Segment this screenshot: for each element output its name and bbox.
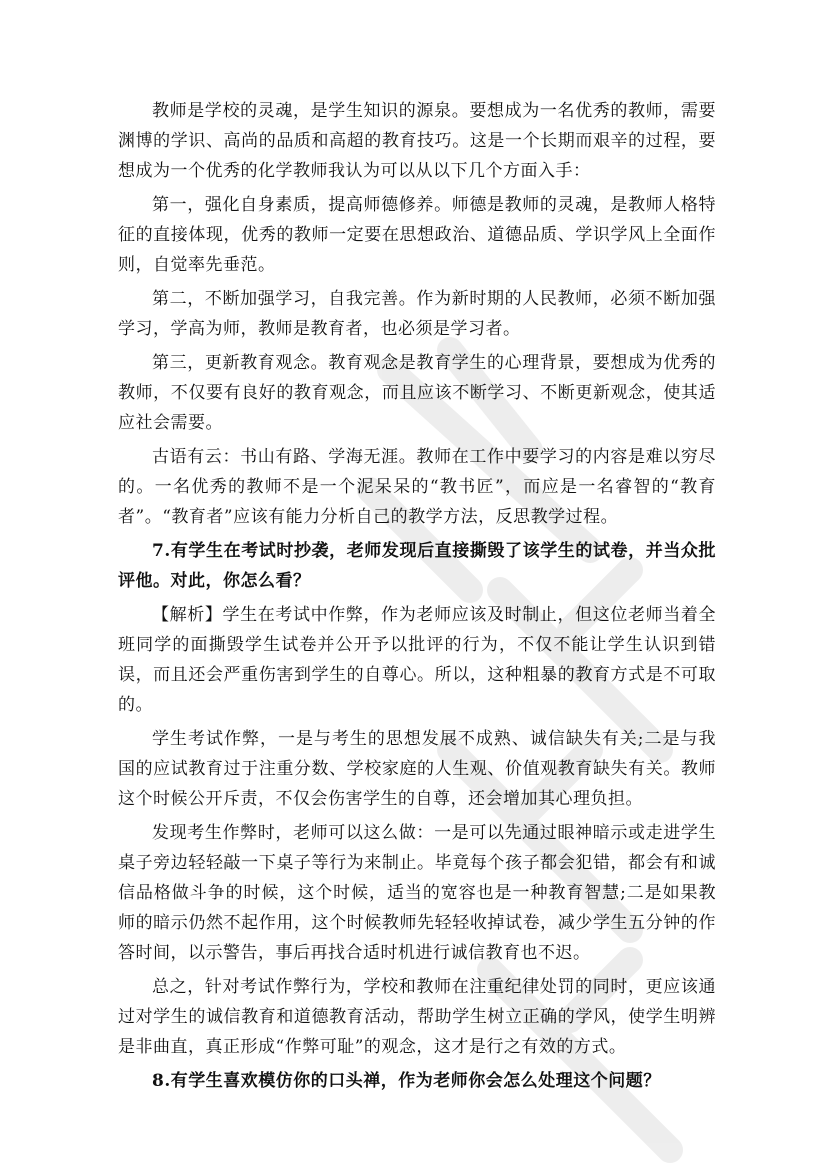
proverb-paragraph: 古语有云：书山有路、学海无涯。教师在工作中要学习的内容是难以穷尽的。一名优秀的教师不是一个泥呆呆的“教书匠”，而应是一名睿智的“教育者”。“教育者”应该有能力分析自己的教学方法，反思教学过程。 [118, 447, 716, 527]
question-7-heading: 7.有学生在考试时抄袭，老师发现后直接撕毁了该学生的试卷，并当众批评他。对此，你怎么看？ [118, 541, 716, 591]
cause-paragraph: 学生考试作弊，一是与考生的思想发展不成熟、诚信缺失有关;二是与我国的应试教育过于注重分数、学校家庭的人生观、价值观教育缺失有关。教师这个时候公开斥责，不仅会伤害学生的自尊，还会增加其心理负担。 [118, 729, 716, 809]
analysis-paragraph: 【解析】学生在考试中作弊，作为老师应该及时制止，但这位老师当着全班同学的面撕毁学生试卷并公开予以批评的行为，不仅不能让学生认识到错误，而且还会严重伤害到学生的自尊心。所以，这种粗暴的教育方式是不可取的。 [118, 605, 716, 715]
summary-paragraph: 总之，针对考试作弊行为，学校和教师在注重纪律处罚的同时，更应该通过对学生的诚信教育和道德教育活动，帮助学生树立正确的学风，使学生明辨是非曲直，真正形成“作弊可耻”的观念，这才是行之有效的方式。 [118, 977, 716, 1057]
question-8-heading: 8.有学生喜欢模仿你的口头禅，作为老师你会怎么处理这个问题？ [152, 1071, 661, 1091]
point-one-paragraph: 第一，强化自身素质，提高师德修养。师德是教师的灵魂，是教师人格特征的直接体现，优秀的教师一定要在思想政治、道德品质、学识学风上全面作则，自觉率先垂范。 [118, 195, 716, 275]
document-body [118, 96, 716, 1096]
method-paragraph: 发现考生作弊时，老师可以这么做：一是可以先通过眼神暗示或走进学生桌子旁边轻轻敲一下桌子等行为来制止。毕竟每个孩子都会犯错，都会有和诚信品格做斗争的时候，这个时候，适当的宽容也是一种教育智慧;二是如果教师的暗示仍然不起作用，这个时候教师先轻轻收掉试卷，减少学生五分钟的作答时间，以示警告，事后再找合适时机进行诚信教育也不迟。 [118, 823, 716, 963]
intro-paragraph: 教师是学校的灵魂，是学生知识的源泉。要想成为一名优秀的教师，需要渊博的学识、高尚的品质和高超的教育技巧。这是一个长期而艰辛的过程，要想成为一个优秀的化学教师我认为可以从以下几个方面入手： [118, 101, 716, 181]
point-two-paragraph: 第二，不断加强学习，自我完善。作为新时期的人民教师，必须不断加强学习，学高为师，教师是教育者，也必须是学习者。 [118, 289, 716, 339]
point-three-paragraph: 第三，更新教育观念。教育观念是教育学生的心理背景，要想成为优秀的教师，不仅要有良好的教育观念，而且应该不断学习、不断更新观念，使其适应社会需要。 [118, 353, 716, 433]
